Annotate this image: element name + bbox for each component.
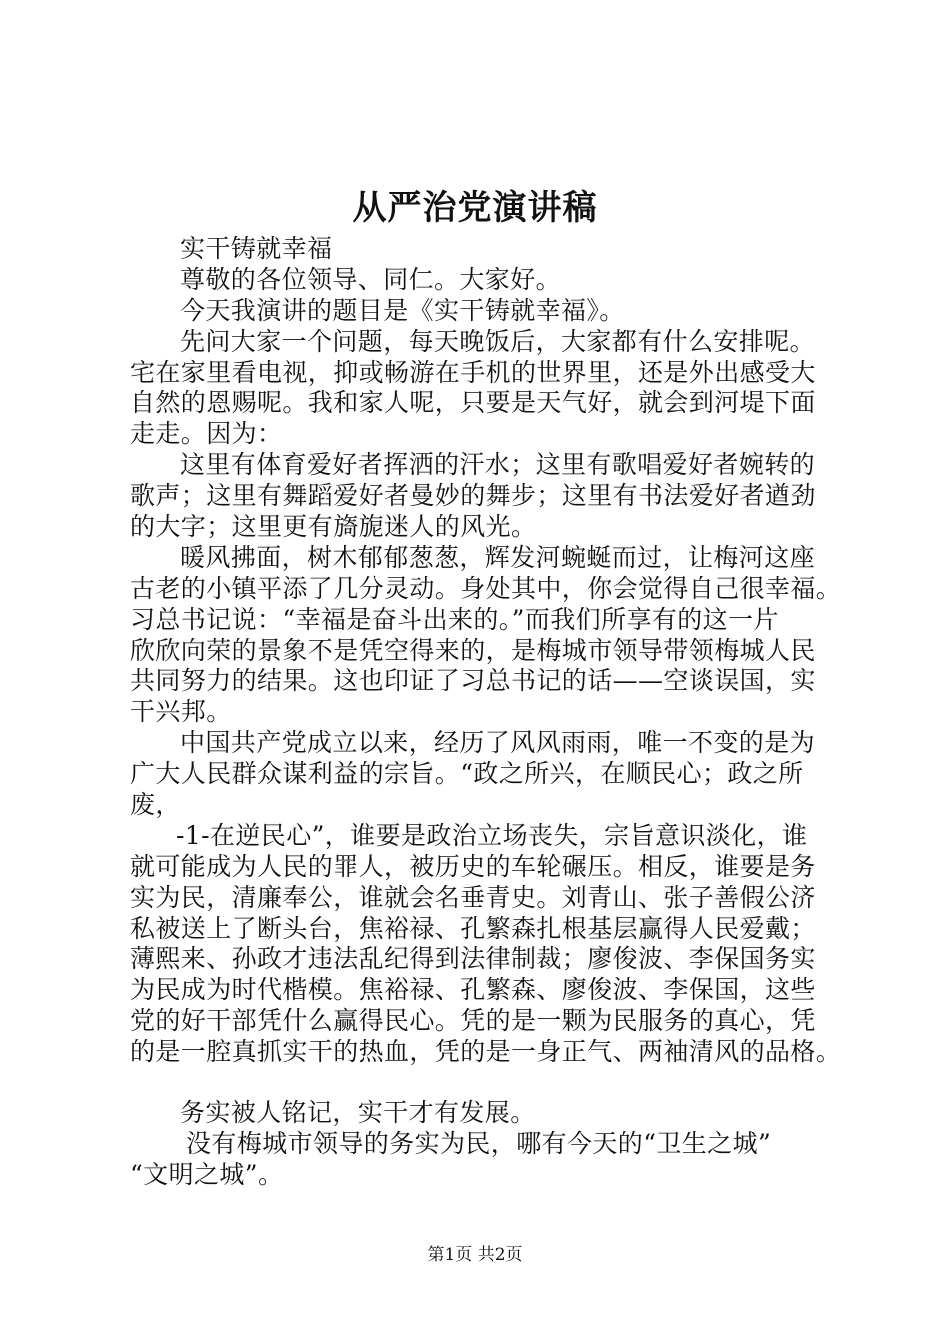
document-title: 从严治党演讲稿 [352, 188, 598, 228]
text-line: 暖风拂面，树木郁郁葱葱，辉发河蜿蜒而过，让梅河这座 [180, 542, 816, 572]
text-line: 务实被人铭记，实干才有发展。 [180, 1098, 536, 1128]
greeting-line: 尊敬的各位领导、同仁。大家好。 [180, 264, 562, 294]
text-line: 欣欣向荣的景象不是凭空得来的，是梅城市领导带领梅城人民 [130, 635, 816, 665]
text-line: 废， [130, 790, 181, 820]
text-line: 走走。因为： [130, 419, 283, 449]
text-line: 党的好干部凭什么赢得民心。凭的是一颗为民服务的真心，凭 [130, 1006, 816, 1036]
text-line: 干兴邦。 [130, 697, 232, 727]
paragraph-gap [130, 1068, 850, 1098]
topic-line: 今天我演讲的题目是《实干铸就幸福》。 [180, 295, 625, 325]
text-line: 的是一腔真抓实干的热血，凭的是一身正气、两袖清风的品格。 [130, 1037, 842, 1067]
text-line: 宅在家里看电视，抑或畅游在手机的世界里，还是外出感受大 [130, 357, 816, 387]
text-line: 中国共产党成立以来，经历了风风雨雨，唯一不变的是为 [180, 728, 816, 758]
text-line: 古老的小镇平添了几分灵动。身处其中，你会觉得自己很幸福。 [130, 573, 842, 603]
text-line: 实为民，清廉奉公，谁就会名垂青史。刘青山、张子善假公济 [130, 882, 816, 912]
text-line: 广大人民群众谋利益的宗旨。“政之所兴，在顺民心；政之所 [130, 759, 804, 789]
text-line: -1-在逆民心”，谁要是政治立场丧失，宗旨意识淡化，谁 [176, 820, 808, 850]
text-line: 这里有体育爱好者挥洒的汗水；这里有歌唱爱好者婉转的 [180, 450, 816, 480]
text-line: 为民成为时代楷模。焦裕禄、孔繁森、廖俊波、李保国，这些 [130, 975, 816, 1005]
text-line: 习总书记说：“幸福是奋斗出来的。”而我们所享有的这一片 [130, 604, 779, 634]
text-line: 的大字；这里更有旖旎迷人的风光。 [130, 512, 537, 542]
text-line: “文明之城”。 [130, 1159, 284, 1189]
text-line: 薄熙来、孙政才违法乱纪得到法律制裁；廖俊波、李保国务实 [130, 944, 816, 974]
text-line: 没有梅城市领导的务实为民，哪有今天的“卫生之城” [186, 1128, 772, 1158]
subtitle-line: 实干铸就幸福 [180, 234, 333, 263]
text-line: 私被送上了断头台，焦裕禄、孔繁森扎根基层赢得人民爱戴； [130, 913, 816, 943]
text-line: 歌声；这里有舞蹈爱好者曼妙的舞步；这里有书法爱好者遒劲 [130, 481, 816, 511]
text-line: 自然的恩赐呢。我和家人呢，只要是天气好，就会到河堤下面 [130, 388, 816, 418]
text-line: 共同努力的结果。这也印证了习总书记的话——空谈误国，实 [130, 666, 816, 696]
page-number-footer: 第1页 共2页 [427, 1245, 523, 1265]
text-line: 就可能成为人民的罪人，被历史的车轮碾压。相反，谁要是务 [130, 851, 816, 881]
text-line: 先问大家一个问题，每天晚饭后，大家都有什么安排呢。 [180, 326, 816, 356]
document-body [130, 234, 850, 1191]
